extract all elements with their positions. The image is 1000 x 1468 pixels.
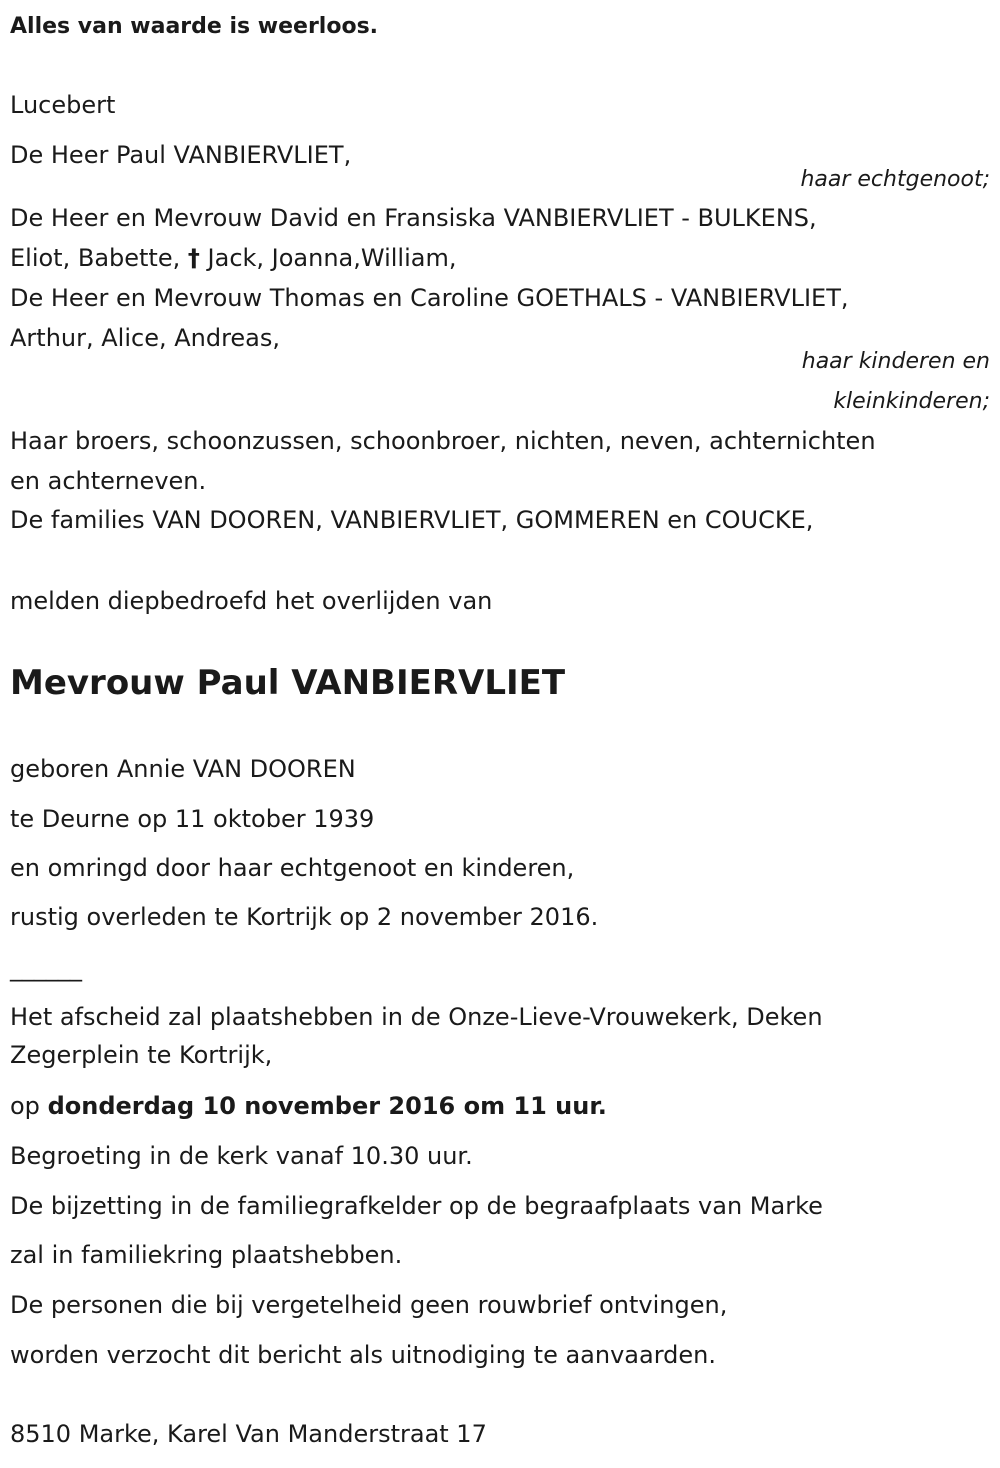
address: 8510 Marke, Karel Van Manderstraat 17 <box>10 1420 487 1448</box>
detail-surrounded: en omringd door haar echtgenoot en kinderen, <box>10 854 575 882</box>
detail-birth-name: geboren Annie VAN DOOREN <box>10 755 356 783</box>
husband: De Heer Paul VANBIERVLIET, <box>10 141 352 169</box>
child-1: De Heer en Mevrouw David en Fransiska VANBIERVLIET - BULKENS, <box>10 204 817 232</box>
cross-icon: † <box>187 244 200 272</box>
greeting: Begroeting in de kerk vanaf 10.30 uur. <box>10 1142 473 1170</box>
siblings-1: Haar broers, schoonzussen, schoonbroer, nichten, neven, achternichten <box>10 427 876 455</box>
deceased-name: Mevrouw Paul VANBIERVLIET <box>10 663 566 703</box>
separator: ______ <box>10 954 82 982</box>
motto: Alles van waarde is weerloos. <box>10 14 379 39</box>
grandchildren-1-b: Jack, Joanna,William, <box>207 244 457 272</box>
children-role-1: haar kinderen en <box>801 349 990 374</box>
funeral-date <box>10 1091 607 1121</box>
grandchildren-1 <box>10 243 456 273</box>
funeral-location-1: Het afscheid zal plaatshebben in de Onze-Lieve-Vrouwekerk, Deken <box>10 1003 823 1031</box>
children-role-2: kleinkinderen; <box>833 389 990 414</box>
grandchildren-1-a: Eliot, Babette, <box>10 244 181 272</box>
siblings-2: en achterneven. <box>10 467 207 495</box>
detail-death: rustig overleden te Kortrijk op 2 november 2016. <box>10 903 599 931</box>
detail-birth: te Deurne op 11 oktober 1939 <box>10 805 375 833</box>
motto-author: Lucebert <box>10 91 116 119</box>
husband-role: haar echtgenoot; <box>800 167 990 192</box>
burial-1: De bijzetting in de familiegrafkelder op de begraafplaats van Marke <box>10 1192 823 1220</box>
grandchildren-2: Arthur, Alice, Andreas, <box>10 324 281 352</box>
families: De families VAN DOOREN, VANBIERVLIET, GOMMEREN en COUCKE, <box>10 506 814 534</box>
child-2: De Heer en Mevrouw Thomas en Caroline GOETHALS - VANBIERVLIET, <box>10 284 849 312</box>
funeral-date-bold: donderdag 10 november 2016 om 11 uur. <box>47 1092 607 1120</box>
invite-2: worden verzocht dit bericht als uitnodiging te aanvaarden. <box>10 1341 716 1369</box>
invite-1: De personen die bij vergetelheid geen rouwbrief ontvingen, <box>10 1291 728 1319</box>
burial-2: zal in familiekring plaatshebben. <box>10 1241 403 1269</box>
announcement: melden diepbedroefd het overlijden van <box>10 587 493 615</box>
funeral-date-prefix: op <box>10 1092 40 1120</box>
funeral-location-2: Zegerplein te Kortrijk, <box>10 1041 273 1069</box>
